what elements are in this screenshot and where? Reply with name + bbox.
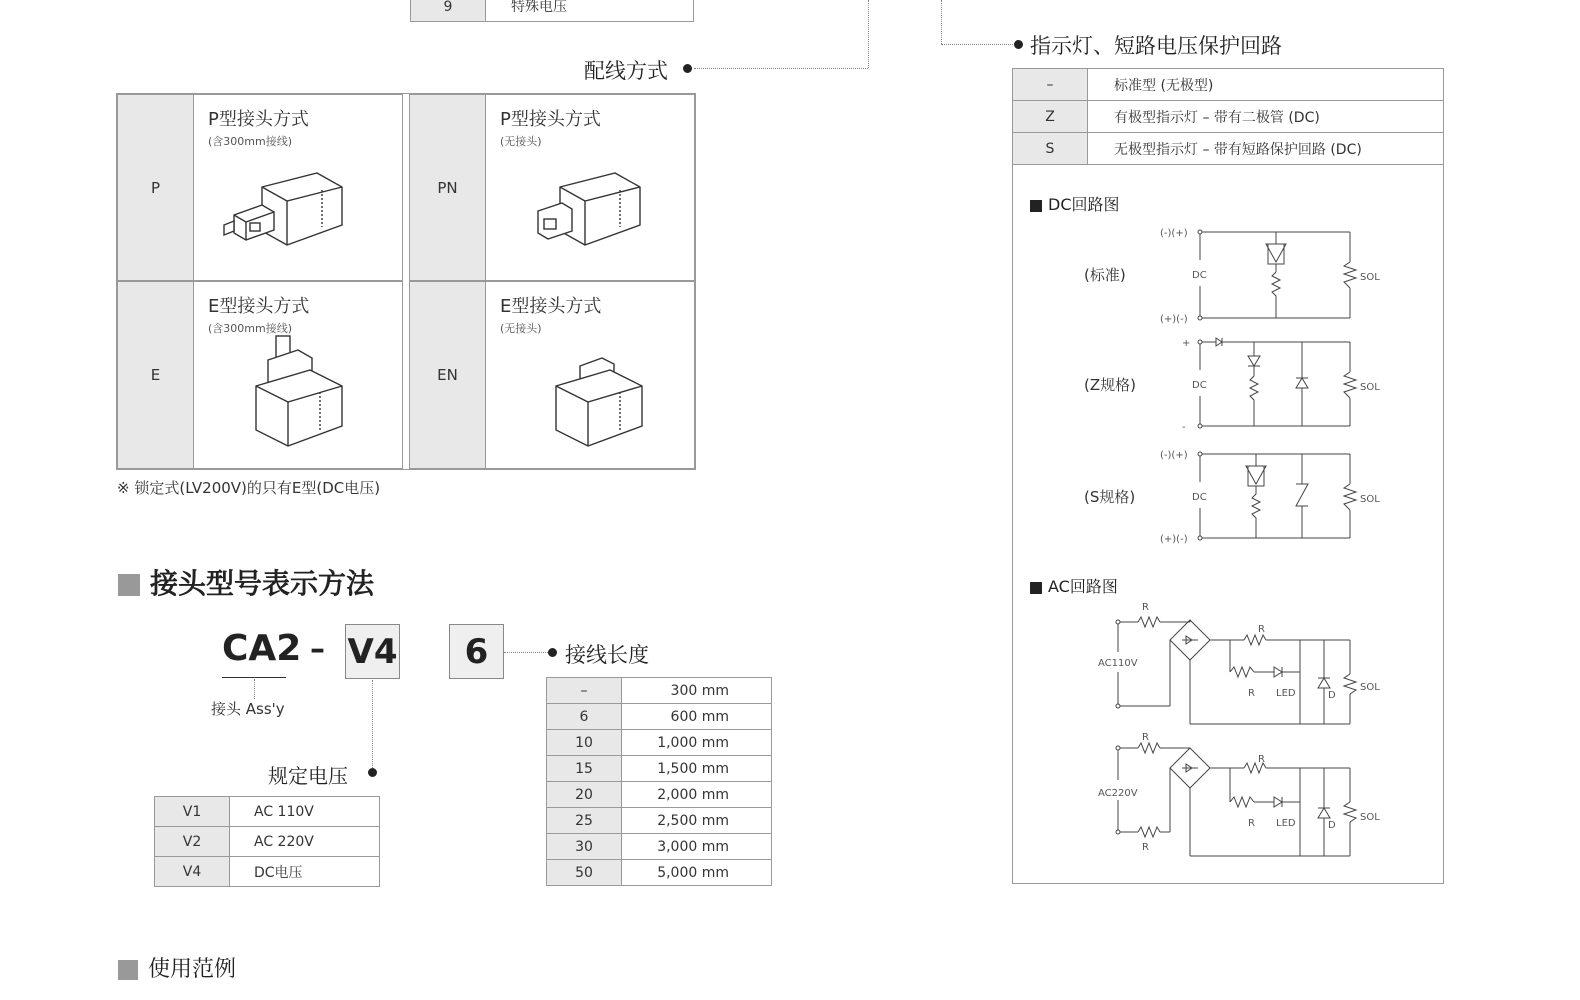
wiring-title: E型接头方式 <box>208 296 310 317</box>
dc-title-text: DC回路图 <box>1048 195 1120 214</box>
ac-marker <box>1030 582 1042 594</box>
sol-label: SOL <box>1360 812 1380 823</box>
voltage-key: V2 <box>155 827 230 857</box>
dc-bottom-polarity: (+)(-) <box>1160 534 1188 545</box>
wiring-note: (无接头) <box>500 322 542 335</box>
voltage-value: DC电压 <box>230 857 380 887</box>
ac-voltage-label: AC110V <box>1098 658 1138 669</box>
length-key: 30 <box>547 834 622 860</box>
section-marker <box>118 960 138 980</box>
top-fragment-value: 特殊电压 <box>511 0 567 15</box>
length-key: – <box>547 678 622 704</box>
dc-circuit-z <box>1080 332 1400 437</box>
code-prefix: CA2 <box>222 628 302 669</box>
indicator-value: 有极型指示灯 – 带有二极管 (DC) <box>1088 101 1444 133</box>
voltage-key: V4 <box>155 857 230 887</box>
length-key: 10 <box>547 730 622 756</box>
dc-top-polarity: (-)(+) <box>1160 450 1188 461</box>
indicator-value: 标准型 (无极型) <box>1088 69 1444 101</box>
wiring-cell-e <box>117 281 403 469</box>
wiring-grid <box>116 93 696 470</box>
wiring-cell-en <box>409 281 695 469</box>
table-row <box>547 860 772 886</box>
length-value: 3,000 mm <box>622 834 772 860</box>
voltage-label: 规定电压 <box>268 764 348 788</box>
length-leader <box>504 652 548 653</box>
dc-bottom-polarity: - <box>1182 422 1186 433</box>
table-row <box>1013 133 1444 165</box>
wiring-code: PN <box>410 95 486 280</box>
top-fragment-row <box>410 0 694 22</box>
ac-d-label: D <box>1328 820 1336 831</box>
table-row <box>547 782 772 808</box>
dc-label: DC <box>1192 380 1207 391</box>
sol-label: SOL <box>1360 272 1380 283</box>
p-connector-illustration <box>222 165 352 255</box>
wiring-code: P <box>118 95 194 280</box>
dc-title <box>1030 192 1120 215</box>
ac-r-label: R <box>1248 688 1255 699</box>
dc-label: DC <box>1192 270 1207 281</box>
length-value: 5,000 mm <box>622 860 772 886</box>
wiring-note: (无接头) <box>500 135 542 148</box>
wiring-note: (含300mm接线) <box>208 322 293 335</box>
dc-marker <box>1030 200 1042 212</box>
wiring-footnote: ※ 锁定式(LV200V)的只有E型(DC电压) <box>117 479 381 497</box>
en-connector-illustration <box>550 354 650 454</box>
voltage-key: V1 <box>155 797 230 827</box>
voltage-code-box: V4 <box>345 624 400 679</box>
code-dash: – <box>310 632 325 667</box>
table-row <box>155 857 380 887</box>
table-row <box>155 827 380 857</box>
wiring-code: EN <box>410 282 486 468</box>
indicator-leader-v <box>941 0 942 44</box>
dc-top-polarity: + <box>1182 338 1191 349</box>
dc-circuit-standard <box>1080 222 1400 327</box>
table-row <box>547 730 772 756</box>
wiring-cell-p <box>117 94 403 281</box>
table-row <box>547 704 772 730</box>
wiring-bullet <box>683 64 692 73</box>
length-value: 2,000 mm <box>622 782 772 808</box>
ac-title-text: AC回路图 <box>1048 577 1118 596</box>
wiring-title: E型接头方式 <box>500 296 602 317</box>
pn-connector-illustration <box>530 165 650 255</box>
ac-r-label: R <box>1258 754 1265 765</box>
code-prefix-underline <box>222 677 286 678</box>
ac-r-label: R <box>1248 818 1255 829</box>
length-bullet <box>548 648 557 657</box>
voltage-bullet <box>368 768 377 777</box>
assy-leader <box>254 679 255 699</box>
ac-led-label: LED <box>1276 818 1296 829</box>
length-table <box>546 677 772 886</box>
usage-title: 使用范例 <box>148 957 237 982</box>
indicator-value: 无极型指示灯 – 带有短路保护回路 (DC) <box>1088 133 1444 165</box>
length-value: 600 mm <box>622 704 772 730</box>
dc-circuit-label: (S规格) <box>1084 488 1136 506</box>
voltage-leader <box>372 680 373 772</box>
length-key: 20 <box>547 782 622 808</box>
length-label: 接线长度 <box>565 643 649 667</box>
ac-r-label: R <box>1142 732 1149 743</box>
length-key: 15 <box>547 756 622 782</box>
length-value: 300 mm <box>622 678 772 704</box>
connector-section-title: 接头型号表示方法 <box>150 567 375 600</box>
section-marker <box>118 574 140 596</box>
voltage-value: AC 110V <box>230 797 380 827</box>
length-key: 50 <box>547 860 622 886</box>
ac-d-label: D <box>1328 690 1336 701</box>
length-value: 2,500 mm <box>622 808 772 834</box>
dc-bottom-polarity: (+)(-) <box>1160 314 1188 325</box>
indicator-bullet <box>1014 40 1023 49</box>
length-value: 1,000 mm <box>622 730 772 756</box>
wiring-label: 配线方式 <box>584 59 668 83</box>
wiring-leader-v <box>868 0 869 68</box>
wiring-title: P型接头方式 <box>208 109 309 130</box>
length-key: 25 <box>547 808 622 834</box>
ac-r-label: R <box>1258 624 1265 635</box>
ac-voltage-label: AC220V <box>1098 788 1138 799</box>
sol-label: SOL <box>1360 682 1380 693</box>
voltage-value: AC 220V <box>230 827 380 857</box>
assy-label: 接头 Ass'y <box>211 700 285 718</box>
table-row <box>547 678 772 704</box>
wiring-code: E <box>118 282 194 468</box>
table-row <box>1013 101 1444 133</box>
dc-top-polarity: (-)(+) <box>1160 228 1188 239</box>
wiring-note: (含300mm接线) <box>208 135 293 148</box>
indicator-leader-h <box>941 44 1013 45</box>
length-code-box: 6 <box>449 624 504 679</box>
e-connector-illustration <box>248 334 348 459</box>
dc-circuit-label: (标准) <box>1084 266 1126 284</box>
ac-r-label: R <box>1142 602 1149 613</box>
wiring-leader-h <box>694 68 868 69</box>
wiring-cell-pn <box>409 94 695 281</box>
indicator-key: – <box>1013 69 1088 101</box>
sol-label: SOL <box>1360 494 1380 505</box>
indicator-table <box>1012 68 1444 165</box>
length-key: 6 <box>547 704 622 730</box>
wiring-title: P型接头方式 <box>500 109 601 130</box>
table-row <box>547 834 772 860</box>
section-heading-connector <box>118 562 374 602</box>
indicator-key: Z <box>1013 101 1088 133</box>
table-row <box>547 808 772 834</box>
indicator-key: S <box>1013 133 1088 165</box>
ac-circuit-220v <box>1094 730 1394 865</box>
ac-led-label: LED <box>1276 688 1296 699</box>
dc-circuit-label: (Z规格) <box>1084 376 1136 394</box>
ac-title <box>1030 574 1118 597</box>
length-value: 1,500 mm <box>622 756 772 782</box>
dc-circuit-s <box>1080 444 1400 549</box>
section-heading-usage <box>118 952 236 983</box>
indicator-label: 指示灯、短路电压保护回路 <box>1030 34 1282 58</box>
ac-circuit-110v <box>1094 600 1394 730</box>
dc-label: DC <box>1192 492 1207 503</box>
table-row <box>1013 69 1444 101</box>
table-row <box>155 797 380 827</box>
top-fragment-key: 9 <box>411 0 486 21</box>
ac-r-label: R <box>1142 842 1149 853</box>
voltage-table <box>154 796 380 887</box>
table-row <box>547 756 772 782</box>
sol-label: SOL <box>1360 382 1380 393</box>
